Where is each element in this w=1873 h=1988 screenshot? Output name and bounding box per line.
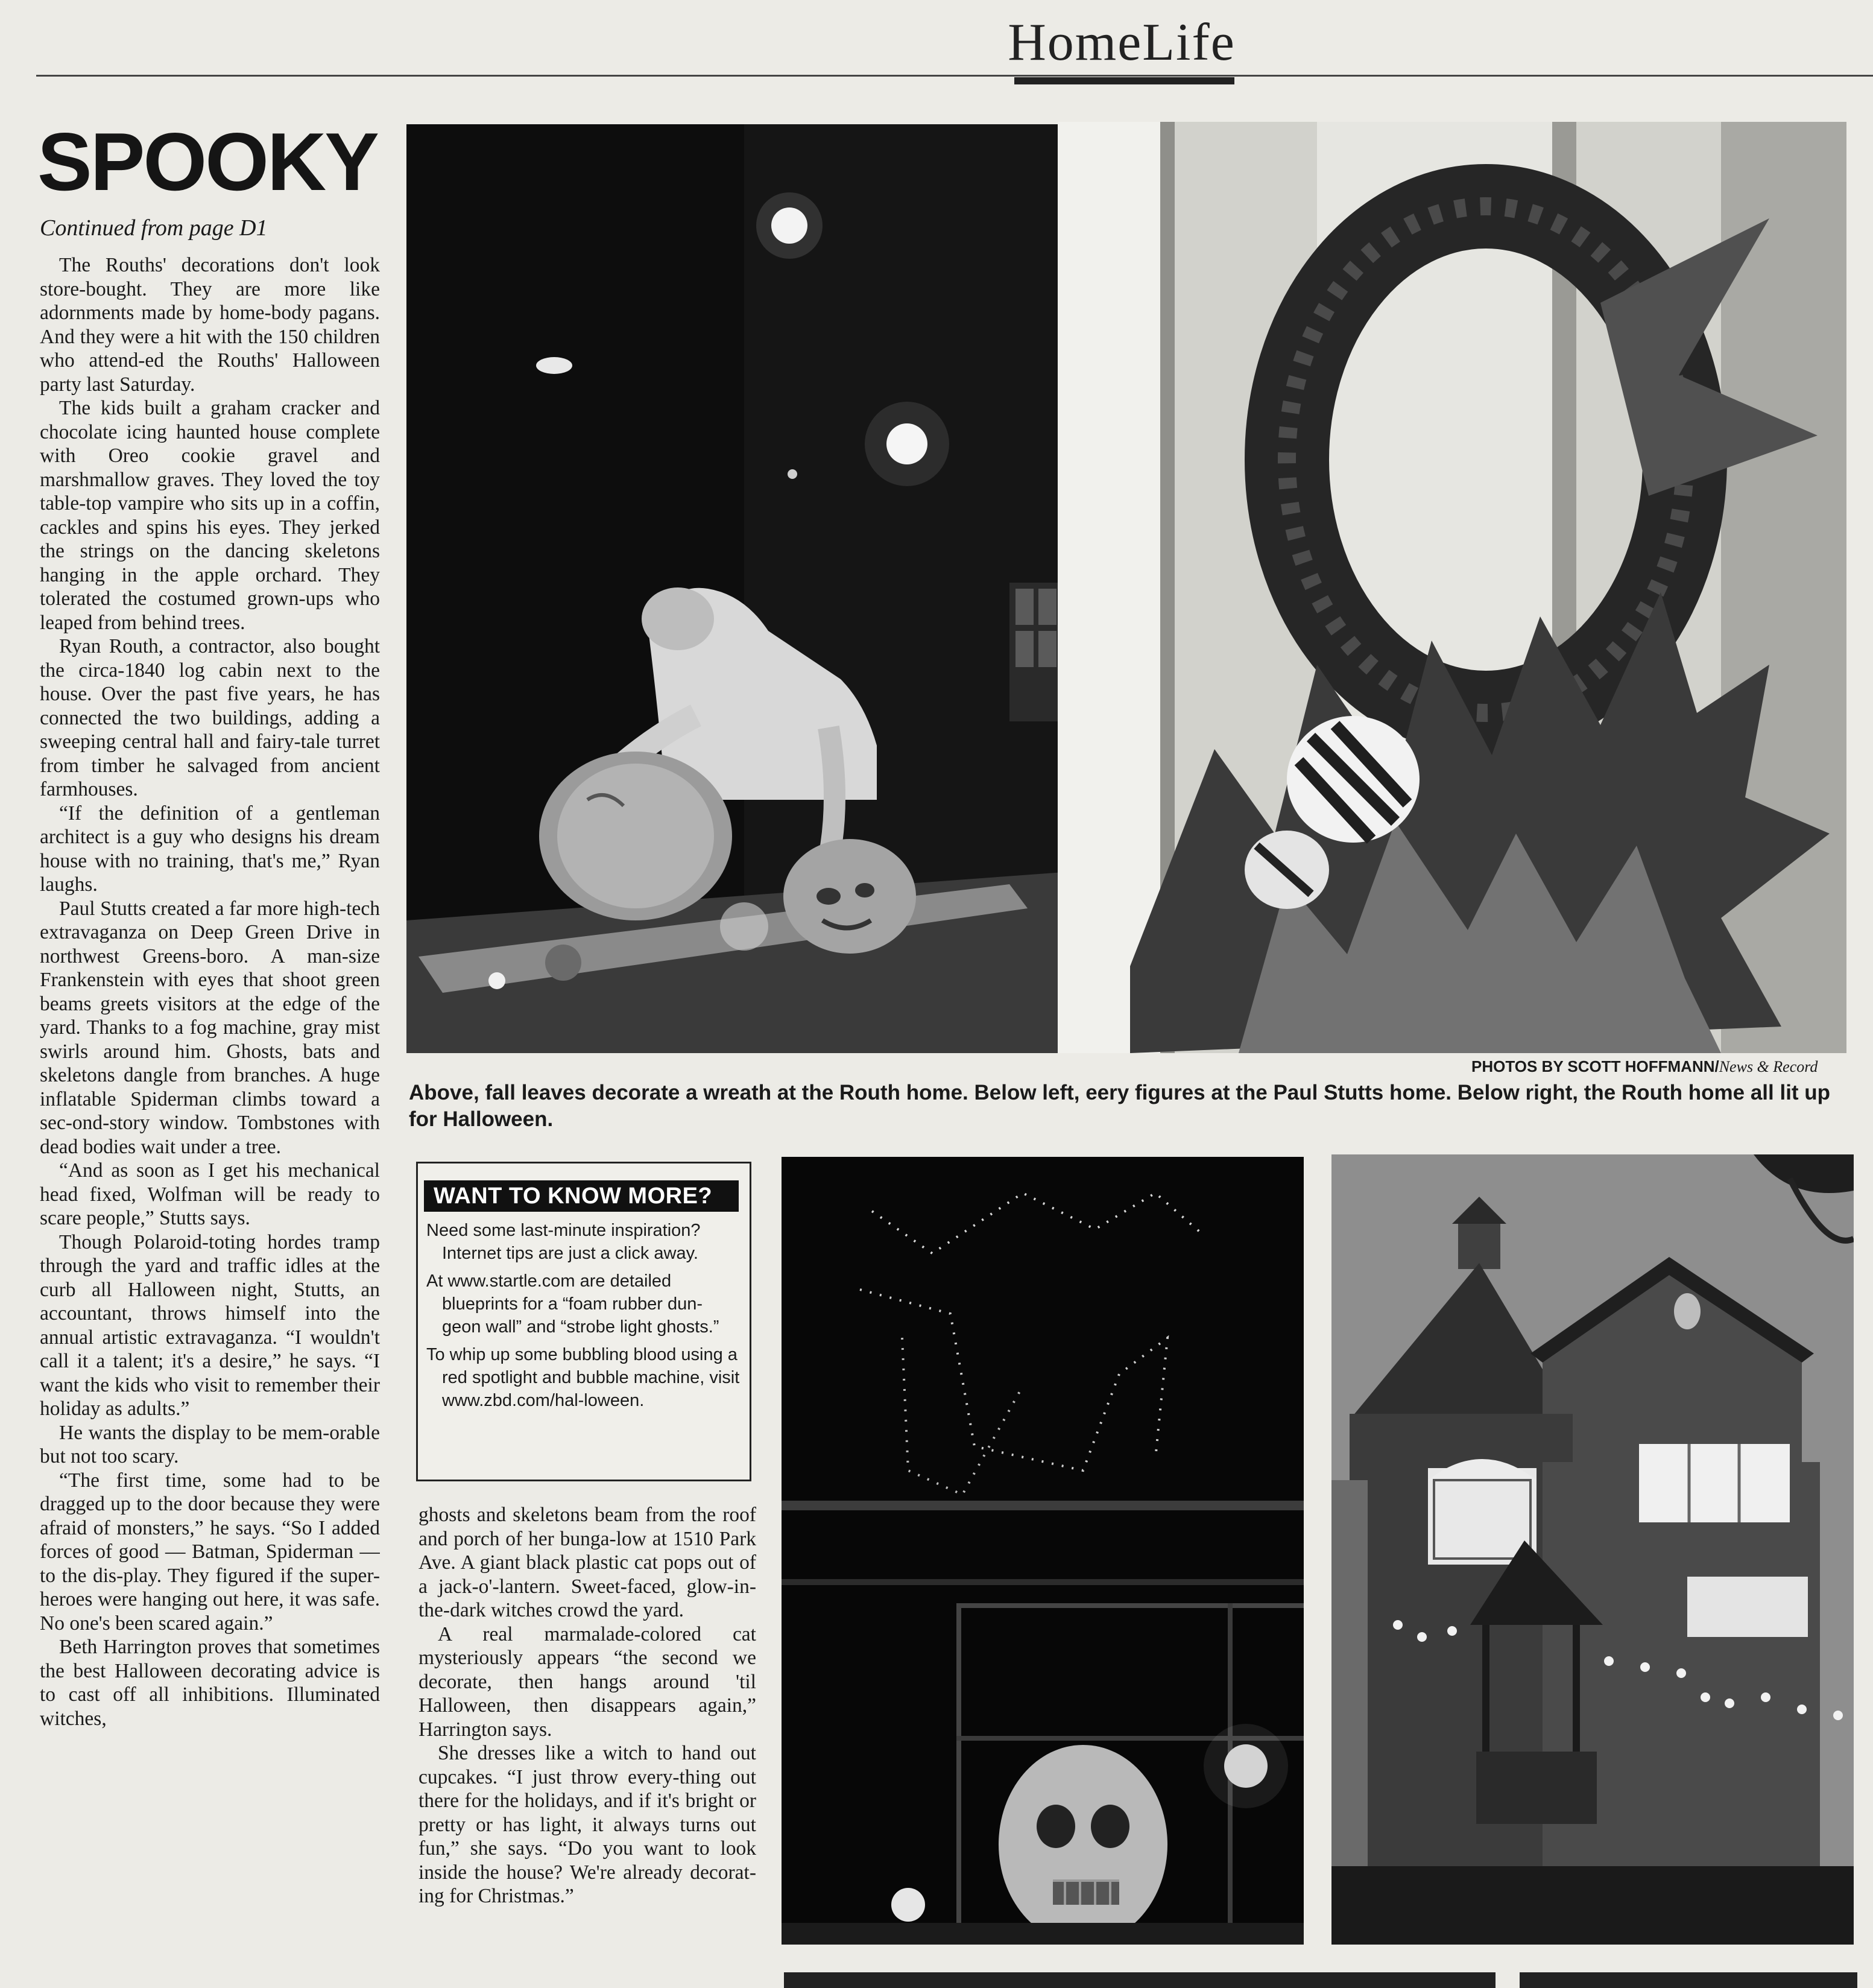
paragraph: Paul Stutts created a far more high-tech extravaganza on Deep Green Drive in northwest Greens-boro. A man-size Frankenstein with eyes that shoot green beams greets visitors at the edge of the yard. Thanks to a fog machine, gray mist swirls around him. Ghosts, bats and skeletons dangle from branches. A huge inflatable Spiderman climbs toward a sec-ond-story window. Tombstones with dead bodies wait under a tree. — [40, 897, 380, 1158]
sidebar-item: At www.startle.com are detailed blueprints for a “foam rubber dun-geon wall” and “strobe light ghosts.” — [426, 1271, 719, 1337]
bottom-rule-left — [784, 1972, 1496, 1988]
photo-credit-source: News & Record — [1719, 1058, 1818, 1075]
paragraph: A real marmalade-colored cat mysteriously appears “the second we decorate, then hangs around 'til Halloween, then disappears again,” Harrington says. — [419, 1622, 756, 1741]
routh-home-photo — [1331, 1154, 1854, 1945]
paragraph: Ryan Routh, a contractor, also bought the circa-1840 log cabin next to the house. Over the past five years, he has connected the two buildings, adding a sweeping central hall and fairy-tale turret from timber he salvaged from ancient farmhouses. — [40, 635, 380, 800]
wreath-photo — [1058, 122, 1846, 1053]
stutts-home-photo — [782, 1157, 1304, 1945]
sidebar-items — [426, 1219, 740, 1417]
paragraph: She dresses like a witch to hand out cupcakes. “I just throw every-thing out there for the holidays, and if it's bright or pretty or has light, it always turns out fun,” she says. “Do you want to look inside the house? We're already decorat-ing for Christmas.” — [419, 1742, 756, 1907]
article-column-1 — [40, 253, 380, 1966]
article-column-2 — [419, 1503, 756, 1961]
section-title: HomeLife — [1008, 13, 1236, 72]
paragraph: “The first time, some had to be dragged up to the door because they were afraid of monsters,” he says. “So I added forces of good — Batman, Spiderman — to the dis-play. They figured if the super-heroes were hanging out here, it was safe. No one's been scared again.” — [40, 1469, 380, 1635]
paragraph: ghosts and skeletons beam from the roof and porch of her bunga-low at 1510 Park Ave. A giant black plastic cat pops out of a jack-o'-lantern. Sweet-faced, glow-in-the-dark witches crowd the yard. — [419, 1504, 756, 1621]
article-headline: SPOOKY — [37, 116, 377, 207]
photo-credit-name: PHOTOS BY SCOTT HOFFMANN/ — [1471, 1057, 1719, 1075]
paragraph: He wants the display to be mem-orable but not too scary. — [40, 1421, 380, 1467]
paragraph: Though Polaroid-toting hordes tramp through the yard and traffic idles at the curb all Halloween night, Stutts, an accountant, throws himself into the annual artistic extravaganza. “I wouldn't call it a talent; it's a desire,” he says. “I want the kids who visit to remember their holiday as adults.” — [40, 1230, 380, 1420]
paragraph: The Rouths' decorations don't look store-bought. They are more like adornments made by home-body pagans. And they were a hit with the 150 children who attend-ed the Rouths' Halloween party last Saturday. — [40, 254, 380, 396]
want-to-know-more-box — [416, 1162, 751, 1481]
sidebar-item: Need some last-minute inspiration? Internet tips are just a click away. — [426, 1221, 701, 1263]
photo-caption: Above, fall leaves decorate a wreath at the Routh home. Below left, eery figures at the Paul Stutts home. Below right, the Routh home all lit up for Halloween. — [409, 1081, 1831, 1131]
bottom-rule-right — [1520, 1972, 1857, 1988]
paragraph: The kids built a graham cracker and chocolate icing haunted house complete with Oreo cookie gravel and marshmallow graves. They loved the toy table-top vampire who sits up in a coffin, cackles and spins his eyes. They jerked the strings on the dancing skeletons hanging in the apple orchard. They tolerated the costumed grown-ups who leaped from behind trees. — [40, 397, 380, 634]
paragraph: “If the definition of a gentleman architect is a guy who designs his dream house with no training, that's me,” Ryan laughs. — [40, 802, 380, 896]
page-top-rule — [36, 75, 1873, 77]
paragraph: “And as soon as I get his mechanical head fixed, Wolfman will be ready to scare people,” Stutts says. — [40, 1159, 380, 1229]
continued-line: Continued from page D1 — [40, 215, 268, 241]
section-underline — [1014, 77, 1234, 84]
pumpkin-carving-photo — [406, 124, 1064, 1053]
sidebar-title: WANT TO KNOW MORE? — [424, 1180, 739, 1212]
sidebar-item: To whip up some bubbling blood using a red spotlight and bubble machine, visit www.zbd.com/hal-loween. — [426, 1345, 740, 1410]
photo-credit — [1471, 1057, 1818, 1076]
paragraph: Beth Harrington proves that sometimes the best Halloween decorating advice is to cast off all inhibitions. Illuminated witches, — [40, 1636, 380, 1730]
